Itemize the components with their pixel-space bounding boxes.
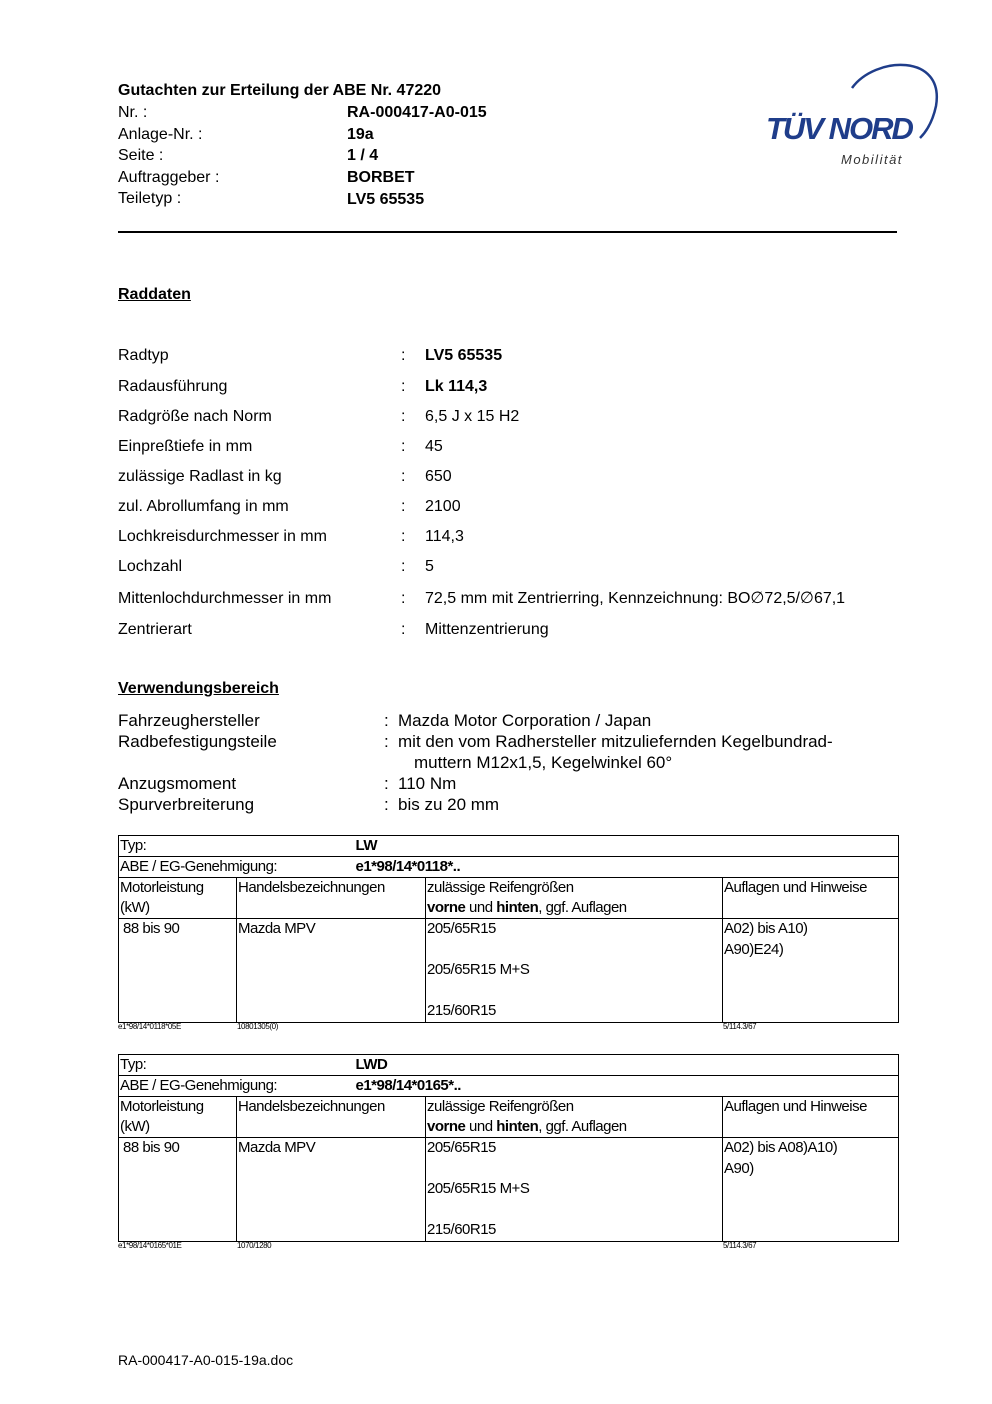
col-header-vorne: vorne <box>427 899 466 916</box>
verwendung-label: Anzugsmoment <box>118 774 237 793</box>
vehicle-table <box>118 1054 899 1242</box>
logo-sub-text: Mobilität <box>841 152 903 167</box>
col-header-notes: Auflagen und Hinweise <box>724 879 867 896</box>
header-value-nr: RA-000417-A0-015 <box>347 104 487 121</box>
tire-size-blank <box>427 940 721 961</box>
note: A02) bis A10) <box>724 920 808 937</box>
type-label: Typ: <box>120 837 147 854</box>
raddaten-label: zul. Abrollumfang in mm <box>118 498 289 515</box>
header-value-seite: 1 / 4 <box>347 147 379 164</box>
section-title-verwendungsbereich: Verwendungsbereich <box>118 680 279 697</box>
verwendung-colon: : <box>384 711 389 730</box>
raddaten-value: 5 <box>425 558 434 575</box>
raddaten-colon: : <box>401 438 406 455</box>
raddaten-value: LV5 65535 <box>425 347 503 364</box>
type-value: LWD <box>355 1056 388 1073</box>
table-row <box>119 919 899 1023</box>
column-header-row <box>119 878 899 919</box>
col-header-tire-sizes: zulässige Reifengrößen <box>427 1098 574 1115</box>
verwendung-value: mit den vom Radhersteller mitzuliefernden Kegelbundrad- <box>398 732 833 751</box>
raddaten-colon: : <box>401 408 406 425</box>
approval-row <box>119 857 899 878</box>
header-label-teiletyp: Teiletyp : <box>118 190 182 207</box>
trade-name: Mazda MPV <box>238 1139 316 1156</box>
vehicle-table <box>118 835 899 1023</box>
verwendung-label: Radbefestigungsteile <box>118 732 277 751</box>
raddaten-value: 2100 <box>425 498 461 515</box>
verwendung-label: Spurverbreiterung <box>118 795 255 814</box>
raddaten-colon: : <box>401 590 406 607</box>
note: A90) <box>724 1159 754 1177</box>
verwendung-colon: : <box>384 795 389 814</box>
verwendung-colon: : <box>384 774 389 793</box>
approval-value: e1*98/14*0165*.. <box>355 1077 461 1094</box>
col-header-power: Motorleistung <box>120 879 204 896</box>
col-header-hinten: hinten <box>496 1118 539 1135</box>
header-label-seite: Seite : <box>118 147 164 164</box>
raddaten-colon: : <box>401 468 406 485</box>
col-header-power-unit: (kW) <box>120 1118 150 1135</box>
raddaten-label: Radgröße nach Norm <box>118 408 272 425</box>
raddaten-value: Mittenzentrierung <box>425 621 549 638</box>
verwendung-value: 110 Nm <box>398 774 457 793</box>
verwendung-label: Fahrzeughersteller <box>118 711 260 730</box>
approval-label: ABE / EG-Genehmigung: <box>120 858 278 875</box>
col-header-tire-sub <box>427 898 721 918</box>
tire-size: 215/60R15 <box>427 1002 496 1019</box>
logo-arc-icon <box>760 58 940 173</box>
header-value-anlage: 19a <box>347 126 374 143</box>
tire-size: 205/65R15 M+S <box>427 1180 530 1197</box>
raddaten-label: Radtyp <box>118 347 169 364</box>
document-title: Gutachten zur Erteilung der ABE Nr. 47220 <box>118 82 442 99</box>
trade-name: Mazda MPV <box>238 920 316 937</box>
logo-brand-text: TÜV NORD <box>766 111 912 146</box>
verwendung-colon: : <box>384 732 389 751</box>
type-value: LW <box>355 837 377 854</box>
tire-size-blank <box>427 1159 721 1180</box>
tire-size: 205/65R15 <box>427 1139 496 1156</box>
table-footer-code: 5/114.3/67 <box>723 1241 757 1250</box>
approval-row <box>119 1076 899 1097</box>
header-value-auftraggeber: BORBET <box>347 169 415 186</box>
raddaten-label: Lochzahl <box>118 558 183 575</box>
table-footer-code: 5/114.3/67 <box>723 1022 757 1031</box>
approval-label: ABE / EG-Genehmigung: <box>120 1077 278 1094</box>
type-row <box>119 836 899 857</box>
raddaten-value: 45 <box>425 438 443 455</box>
tire-size: 205/65R15 M+S <box>427 961 530 978</box>
col-header-hinten: hinten <box>496 899 539 916</box>
raddaten-label: zulässige Radlast in kg <box>118 468 282 485</box>
header-label-anlage: Anlage-Nr. : <box>118 126 203 143</box>
col-header-trade-names: Handelsbezeichnungen <box>238 879 385 896</box>
raddaten-colon: : <box>401 347 406 364</box>
column-header-row <box>119 1097 899 1138</box>
header-label-auftraggeber: Auftraggeber : <box>118 169 220 186</box>
document-header <box>118 80 638 101</box>
table-footer-code: 10801305(0) <box>237 1022 278 1031</box>
note: A90)E24) <box>724 940 784 958</box>
tire-size-blank <box>427 1200 721 1221</box>
col-header-und: und <box>465 899 497 916</box>
header-value-teiletyp: LV5 65535 <box>347 191 425 208</box>
raddaten-value: 114,3 <box>425 528 464 545</box>
approval-value: e1*98/14*0118*.. <box>355 858 461 875</box>
col-header-vorne: vorne <box>427 1118 466 1135</box>
raddaten-label: Einpreßtiefe in mm <box>118 438 253 455</box>
raddaten-value: 650 <box>425 468 452 485</box>
table-footer-code: e1*98/14*0165*01E <box>118 1241 182 1250</box>
table-row <box>119 1138 899 1242</box>
table-footer-code: e1*98/14*0118*05E <box>118 1022 181 1031</box>
raddaten-colon: : <box>401 558 406 575</box>
verwendung-value: bis zu 20 mm <box>398 795 500 814</box>
tire-size-blank <box>427 981 721 1002</box>
raddaten-colon: : <box>401 528 406 545</box>
power-value: 88 bis 90 <box>123 920 180 937</box>
col-header-tire-sub <box>427 1117 721 1137</box>
tire-size: 215/60R15 <box>427 1221 496 1238</box>
col-header-rest: , ggf. Auflagen <box>538 1118 627 1135</box>
col-header-tire-sizes: zulässige Reifengrößen <box>427 879 574 896</box>
verwendung-value: Mazda Motor Corporation / Japan <box>398 711 652 730</box>
col-header-rest: , ggf. Auflagen <box>538 899 627 916</box>
col-header-notes: Auflagen und Hinweise <box>724 1098 867 1115</box>
raddaten-value: Lk 114,3 <box>425 378 488 395</box>
power-value: 88 bis 90 <box>123 1139 180 1156</box>
raddaten-colon: : <box>401 498 406 515</box>
tire-size: 205/65R15 <box>427 920 496 937</box>
header-label-nr: Nr. : <box>118 104 148 121</box>
col-header-power-unit: (kW) <box>120 899 150 916</box>
verwendung-value-cont: muttern M12x1,5, Kegelwinkel 60° <box>414 753 673 772</box>
raddaten-label: Mittenlochdurchmesser in mm <box>118 590 332 607</box>
raddaten-label: Lochkreisdurchmesser in mm <box>118 528 327 545</box>
note: A02) bis A08)A10) <box>724 1139 838 1156</box>
section-title-raddaten: Raddaten <box>118 286 191 303</box>
raddaten-label: Zentrierart <box>118 621 192 638</box>
raddaten-colon: : <box>401 378 406 395</box>
header-divider <box>118 231 897 233</box>
raddaten-label: Radausführung <box>118 378 228 395</box>
raddaten-value: 6,5 J x 15 H2 <box>425 408 520 425</box>
page-footer-filename: RA-000417-A0-015-19a.doc <box>118 1352 294 1368</box>
col-header-trade-names: Handelsbezeichnungen <box>238 1098 385 1115</box>
raddaten-colon: : <box>401 621 406 638</box>
type-label: Typ: <box>120 1056 147 1073</box>
col-header-power: Motorleistung <box>120 1098 204 1115</box>
col-header-und: und <box>465 1118 497 1135</box>
raddaten-value: 72,5 mm mit Zentrierring, Kennzeichnung: BO∅72,5/∅67,1 <box>425 590 846 607</box>
tuv-nord-logo <box>760 58 940 173</box>
table-footer-code: 1070/1280 <box>237 1241 272 1250</box>
type-row <box>119 1055 899 1076</box>
